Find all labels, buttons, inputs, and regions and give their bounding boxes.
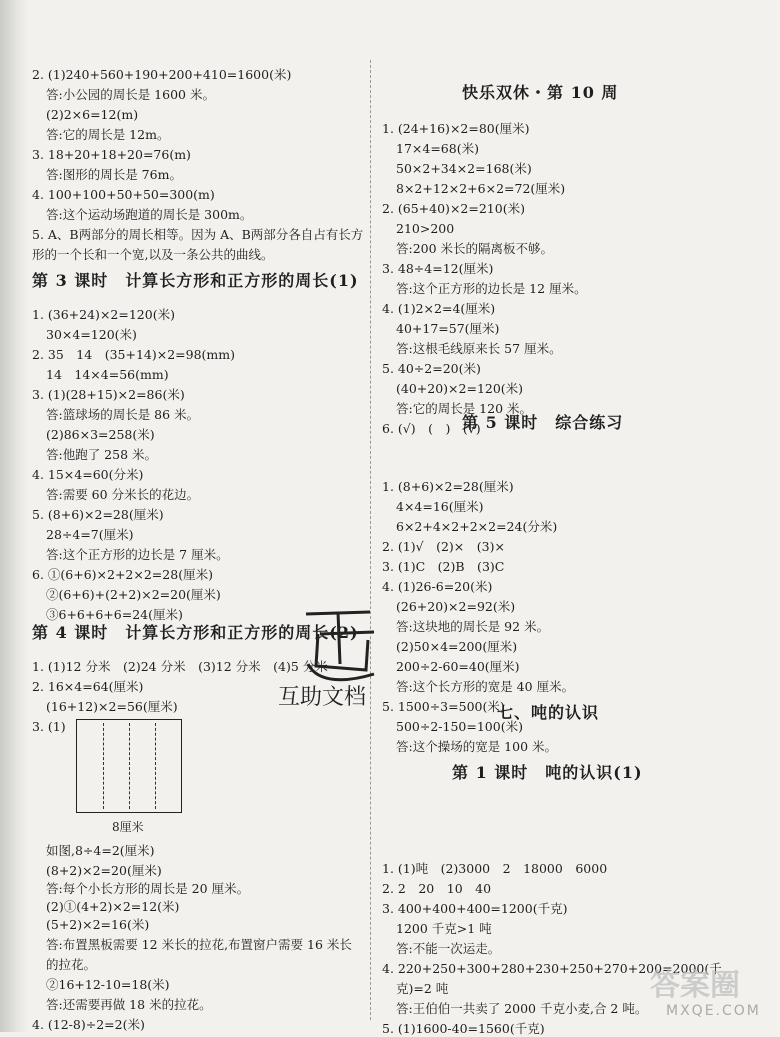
answer-line: 17×4=68(米) [396, 141, 479, 156]
answer-line: 5. (8+6)×2=28(厘米) [32, 507, 164, 522]
answer-line: 答:这个正方形的边长是 7 厘米。 [46, 547, 229, 562]
answer-line: ②(6+6)+(2+2)×2=20(厘米) [46, 587, 221, 602]
figure-dashed-line [129, 723, 130, 809]
answer-line: 5. A、B两部分的周长相等。因为 A、B两部分各自占有长方 [32, 227, 364, 242]
figure-dashed-line [103, 723, 104, 809]
answer-line: 50×2+34×2=168(米) [396, 161, 532, 176]
answer-line: 3. 18+20+18+20=76(m) [32, 147, 191, 162]
answer-line: (8+2)×2=20(厘米) [46, 863, 162, 878]
answer-line: 答:每个小长方形的周长是 20 厘米。 [46, 881, 250, 896]
answer-line: (5+2)×2=16(米) [46, 917, 150, 932]
answer-line: 答:这个正方形的边长是 12 厘米。 [396, 281, 587, 296]
answer-line: 2. (65+40)×2=210(米) [382, 201, 525, 216]
answer-line: 答:这根毛线原来长 57 厘米。 [396, 341, 562, 356]
stamp-logo [278, 604, 408, 714]
answer-line: 5. 40÷2=20(米) [382, 361, 481, 376]
answer-line: 答:王伯伯一共卖了 2000 千克小麦,合 2 吨。 [396, 1001, 648, 1016]
answer-line: 答:他跑了 258 米。 [46, 447, 158, 462]
answer-line: (2)86×3=258(米) [46, 427, 155, 442]
book-spine-shadow [0, 0, 28, 1032]
answer-line: 210>200 [396, 221, 455, 236]
answer-line: 答:200 米长的隔离板不够。 [396, 241, 554, 256]
answer-line: 2. (1)√ (2)× (3)× [382, 539, 505, 554]
answer-line: (26+20)×2=92(米) [396, 599, 516, 614]
figure-dashed-line [155, 723, 156, 809]
answer-line: 如图,8÷4=2(厘米) [46, 843, 155, 858]
answer-line: 2. (1)240+560+190+200+410=1600(米) [32, 67, 292, 82]
section-heading: 第 4 课时 计算长方形和正方形的周长(2) [32, 623, 359, 642]
answer-line: 4×4=16(厘米) [396, 499, 484, 514]
answer-line: 答:这个运动场跑道的周长是 300m。 [46, 207, 253, 222]
answer-line: 6×2+4×2+2×2=24(分米) [396, 519, 558, 534]
section-heading: 七、吨的认识 [497, 703, 600, 722]
answer-line: 的拉花。 [46, 957, 97, 972]
rectangle-figure [76, 719, 182, 813]
answer-line: 6. ①(6+6)×2+2×2=28(厘米) [32, 567, 213, 582]
answer-line: 2. 16×4=64(厘米) [32, 679, 144, 694]
answer-line: 答:这个操场的宽是 100 米。 [396, 739, 558, 754]
answer-line: (2)①(4+2)×2=12(米) [46, 899, 180, 914]
answer-line: 2. 35 14 (35+14)×2=98(mm) [32, 347, 236, 362]
answer-line: 4. (1)2×2=4(厘米) [382, 301, 496, 316]
answer-line: 3. 400+400+400=1200(千克) [382, 901, 568, 916]
answer-line: 答:需要 60 分米长的花边。 [46, 487, 200, 502]
answer-line: 5. 1500÷3=500(米) [382, 699, 505, 714]
answer-line: 500÷2-150=100(米) [396, 719, 523, 734]
answer-line: 4. 100+100+50+50=300(m) [32, 187, 215, 202]
answer-line: 4. 15×4=60(分米) [32, 467, 144, 482]
answer-page [30, 0, 761, 1036]
answer-line: 14 14×4=56(mm) [46, 367, 169, 382]
answer-line: 答:小公园的周长是 1600 米。 [46, 87, 215, 102]
answer-line: 3. (1)(28+15)×2=86(米) [32, 387, 185, 402]
answer-line: 克)=2 吨 [396, 981, 449, 996]
answer-line: ③6+6+6+6=24(厘米) [46, 607, 183, 622]
answer-line: 答:还需要再做 18 米的拉花。 [46, 997, 212, 1012]
answer-line: 40+17=57(厘米) [396, 321, 500, 336]
column-divider [370, 60, 371, 1020]
section-heading: 快乐双休・第 10 周 [462, 83, 619, 102]
answer-line: 答:它的周长是 12m。 [46, 127, 170, 142]
answer-line: 1200 千克>1 吨 [396, 921, 492, 936]
answer-line: 1. (24+16)×2=80(厘米) [382, 121, 530, 136]
watermark-url: MXQE.COM [666, 1003, 761, 1019]
answer-line: 答:篮球场的周长是 86 米。 [46, 407, 200, 422]
answer-line: 1. (1)吨 (2)3000 2 18000 6000 [382, 861, 608, 876]
section-heading: 第 5 课时 综合练习 [462, 413, 624, 432]
answer-line: 2. 2 20 10 40 [382, 881, 492, 896]
answer-line: 答:布置黑板需要 12 米长的拉花,布置窗户需要 16 米长 [46, 937, 352, 952]
answer-line: ②16+12-10=18(米) [46, 977, 170, 992]
answer-line: 1. (1)12 分米 (2)24 分米 (3)12 分米 (4)5 分米 [32, 659, 328, 674]
answer-line: 1. (36+24)×2=120(米) [32, 307, 175, 322]
answer-line: 28÷4=7(厘米) [46, 527, 134, 542]
section-heading: 第 3 课时 计算长方形和正方形的周长(1) [32, 271, 359, 290]
answer-line: 答:不能一次运走。 [396, 941, 501, 956]
answer-line: 答:这块地的周长是 92 米。 [396, 619, 550, 634]
answer-line: 1. (8+6)×2=28(厘米) [382, 479, 514, 494]
answer-line: 5. (1)1600-40=1560(千克) [382, 1021, 545, 1036]
answer-line: (2)50×4=200(厘米) [396, 639, 518, 654]
answer-line: 4. (1)26-6=20(米) [382, 579, 493, 594]
answer-line: (16+12)×2=56(厘米) [46, 699, 178, 714]
answer-line: (40+20)×2=120(米) [396, 381, 524, 396]
answer-line: 4. 220+250+300+280+230+250+270+200=2000(千 [382, 961, 722, 976]
answer-line: 4. (12-8)÷2=2(米) [32, 1017, 145, 1032]
stamp-text: 互助文档 [278, 685, 367, 710]
answer-line: 200÷2-60=40(厘米) [396, 659, 520, 674]
answer-line: 答:它的周长是 120 米。 [396, 401, 533, 416]
answer-line: 6. (√) ( ) (√) [382, 421, 481, 436]
answer-line: 3. 48÷4=12(厘米) [382, 261, 494, 276]
watermark-logo: 答案圈 [650, 968, 740, 1003]
answer-line: 8×2+12×2+6×2=72(厘米) [396, 181, 566, 196]
answer-line: 答:这个长方形的宽是 40 厘米。 [396, 679, 575, 694]
answer-line: 答:图形的周长是 76m。 [46, 167, 182, 182]
answer-line: (2)2×6=12(m) [46, 107, 139, 122]
answer-line: 30×4=120(米) [46, 327, 137, 342]
answer-line: 3. (1) [32, 719, 66, 734]
figure-label: 8厘米 [112, 820, 144, 834]
answer-line: 3. (1)C (2)B (3)C [382, 559, 505, 574]
answer-line: 形的一个长和一个宽,以及一条公共的曲线。 [32, 247, 274, 262]
section-heading: 第 1 课时 吨的认识(1) [452, 763, 643, 782]
